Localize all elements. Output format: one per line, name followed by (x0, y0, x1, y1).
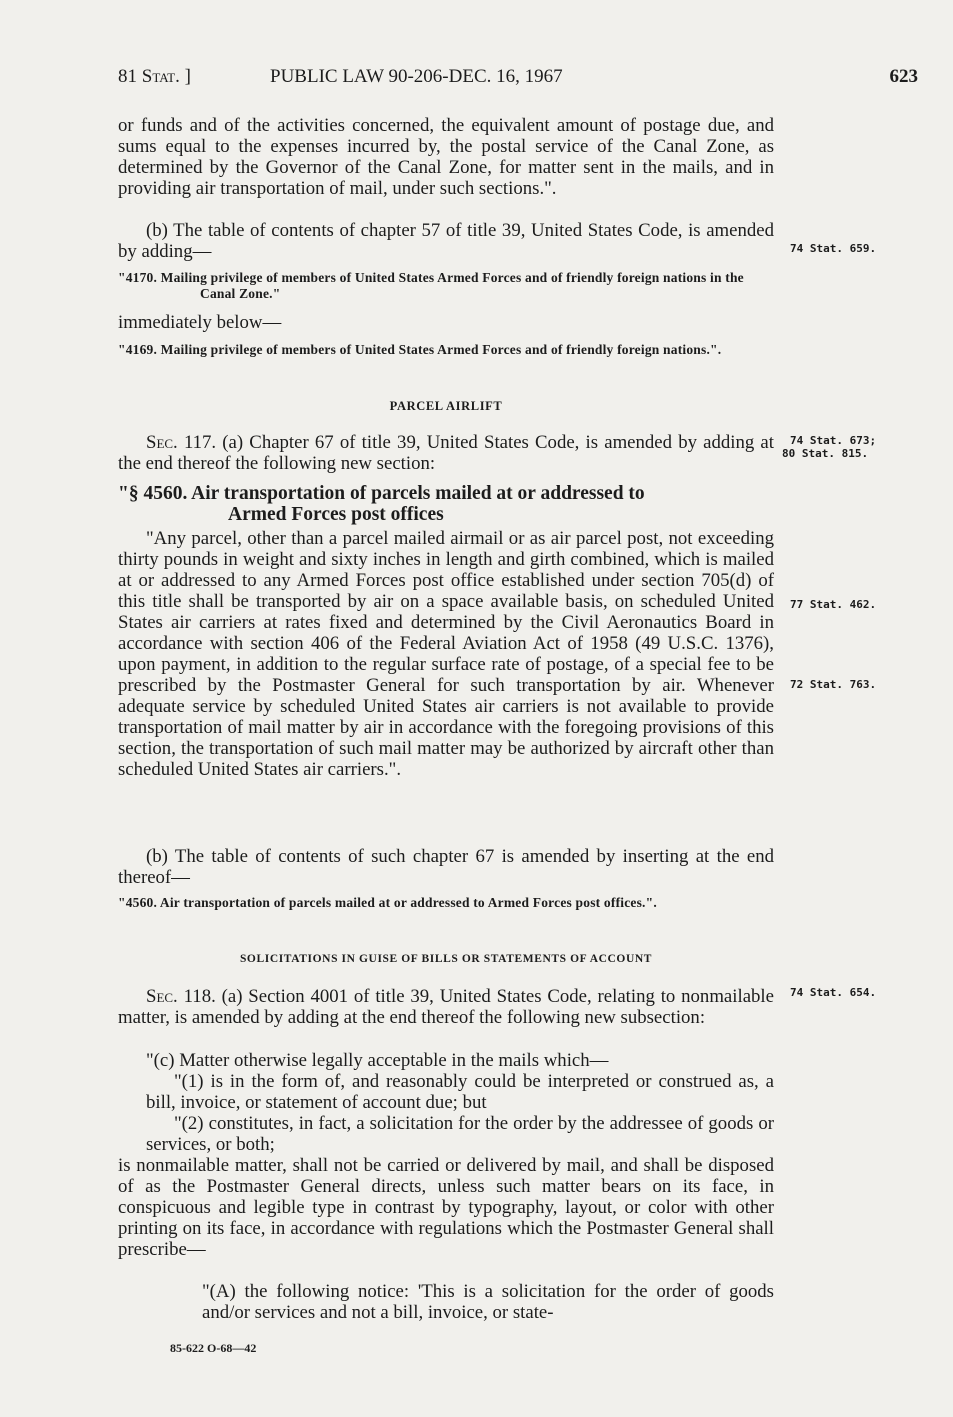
clause-A: "(A) the following notice: 'This is a solicitation for the order of goods and/or services and not a bill, invoice, or state- (202, 1281, 774, 1323)
sidenote-74-stat-659: 74 Stat. 659. (790, 242, 877, 255)
sidenote-74-stat-654: 74 Stat. 654. (790, 986, 877, 999)
sidenote-80-stat-815: 80 Stat. 815. (782, 447, 869, 460)
paragraph-continuation: or funds and of the activities concerned, the equivalent amount of postage due, and sums equal to the expenses incurred by, the postal service of the Canal Zone, as determined by the Governor of the Canal Zone, for matter sent in the mails, and in providing air transportation of mail, under such sections.". (118, 115, 774, 199)
heading-solicitations: SOLICITATIONS IN GUISE OF BILLS OR STATEMENTS OF ACCOUNT (239, 953, 653, 965)
running-header (118, 66, 918, 92)
clause-2: "(2) constitutes, in fact, a solicitation for the order by the addressee of goods or services, or both; (146, 1113, 774, 1155)
header-title: PUBLIC LAW 90-206-DEC. 16, 1967 (270, 66, 563, 87)
clause-1: "(1) is in the form of, and reasonably could be interpreted or construed as, a bill, invoice, or statement of account due; but (146, 1071, 774, 1113)
header-volume: 81 Stat. ] (118, 66, 191, 87)
page-number: 623 (889, 66, 918, 87)
heading-parcel-airlift: PARCEL AIRLIFT (389, 399, 503, 413)
nonmailable-text: is nonmailable matter, shall not be carried or delivered by mail, and shall be disposed of as the Postmaster General directs, unless such matter bears on its face, in conspicuous and legible type in contrast by typography, layout, or color with other printing on its face, in accordance with regulations which the Postmaster General shall prescribe— (118, 1155, 774, 1260)
sidenote-74-stat-673: 74 Stat. 673; (790, 434, 877, 447)
immediately-below-text: immediately below— (118, 312, 282, 333)
sidenote-72-stat-763: 72 Stat. 763. (790, 678, 877, 691)
section-117: Sec. 117. (a) Chapter 67 of title 39, United States Code, is amended by adding at the end thereof the following new section: (118, 432, 774, 474)
section-4560-heading: "§ 4560. Air transportation of parcels mailed at or addressed to Armed Forces post offices (118, 483, 645, 525)
paragraph-b-chapter-67: (b) The table of contents of such chapter 67 is amended by inserting at the end thereof— (118, 846, 774, 888)
quoted-item-4560: "4560. Air transportation of parcels mailed at or addressed to Armed Forces post offices.". (118, 895, 657, 910)
quoted-item-4169: "4169. Mailing privilege of members of United States Armed Forces and of friendly foreign nations.". (118, 342, 722, 357)
print-code-footer: 85-622 O-68—42 (170, 1341, 257, 1355)
subsection-c: "(c) Matter otherwise legally acceptable in the mails which— (146, 1050, 609, 1071)
sidenote-77-stat-462: 77 Stat. 462. (790, 598, 877, 611)
section-4560-text: "Any parcel, other than a parcel mailed airmail or as air parcel post, not exceeding thirty pounds in weight and sixty inches in length and girth combined, which is mailed at or addressed to any Armed Forces post office established under section 705(d) of this title shall be transported by air on a space available basis, on scheduled United States air carriers at rates fixed and determined by the Civil Aeronautics Board in accordance with section 406 of the Federal Aviation Act of 1958 (49 U.S.C. 1376), upon payment, in addition to the regular surface rate of postage, of a special fee to be prescribed by the Postmaster General for such transportation by air. Whenever adequate service by scheduled United States air carriers is not available to provide transportation of mail matter by air in accordance with the foregoing provisions of this section, the transportation of such mail matter may be authorized by aircraft other than scheduled United States air carriers.". (118, 528, 774, 780)
section-118: Sec. 118. (a) Section 4001 of title 39, United States Code, relating to nonmailable matter, is amended by adding at the end thereof the following new subsection: (118, 986, 774, 1028)
quoted-item-4170: "4170. Mailing privilege of members of United States Armed Forces and of friendly foreign nations in the Canal Zone." (118, 270, 744, 301)
paragraph-b-table-of-contents: (b) The table of contents of chapter 57 of title 39, United States Code, is amended by adding— (118, 220, 774, 262)
